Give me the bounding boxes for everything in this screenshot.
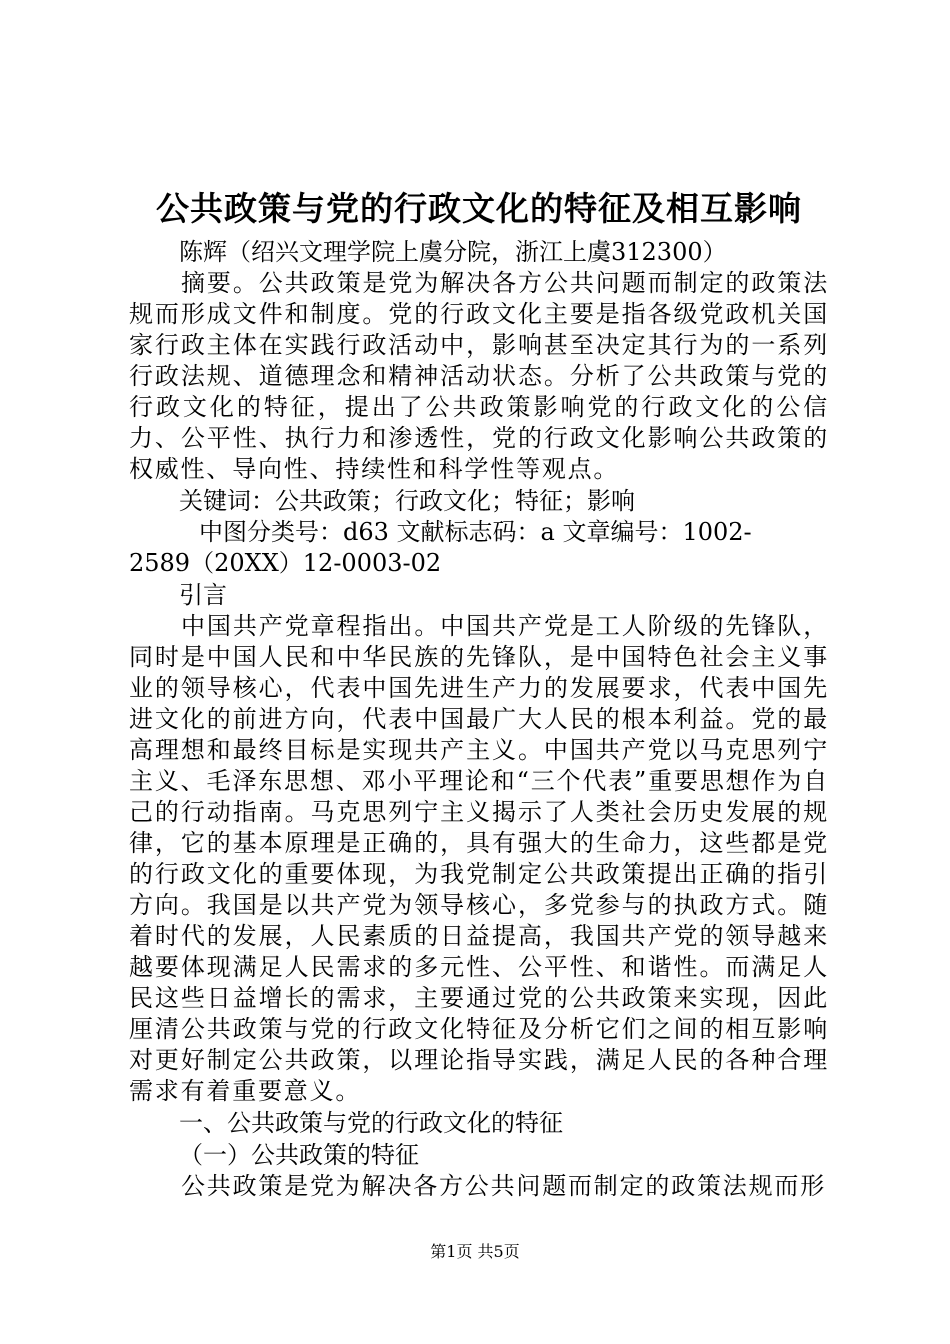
keywords-line: 关键词：公共政策；行政文化；特征；影响 <box>179 487 635 515</box>
abstract-paragraph: 摘要。公共政策是党为解决各方公共问题而制定的政策法规而形成文件和制度。党的行政文化主要是指各级党政机关国家行政主体在实践行政活动中，影响甚至决定其行为的一系列行政法规、道德理念和精神活动状态。分析了公共政策与党的行政文化的特征，提出了公共政策影响党的行政文化的公信力、公平性、执行力和渗透性，党的行政文化影响公共政策的权威性、导向性、持续性和科学性等观点。 <box>129 269 829 483</box>
classification-line: 中图分类号：d63 文献标志码：a 文章编号：1002- <box>199 518 752 546</box>
page-footer: 第1页 共5页 <box>430 1242 520 1261</box>
document-title: 公共政策与党的行政文化的特征及相互影响 <box>156 189 802 228</box>
intro-paragraph: 中国共产党章程指出。中国共产党是工人阶级的先锋队，同时是中国人民和中华民族的先锋队，是中国特色社会主义事业的领导核心，代表中国先进生产力的发展要求，代表中国先进文化的前进方向，代表中国最广大人民的根本利益。党的最高理想和最终目标是实现共产主义。中国共产党以马克思列宁主义、毛泽东思想、邓小平理论和“三个代表”重要思想作为自己的行动指南。马克思列宁主义揭示了人类社会历史发展的规律，它的基本原理是正确的，具有强大的生命力，这些都是党的行政文化的重要体现，为我党制定公共政策提出正确的指引方向。我国是以共产党为领导核心，多党参与的执政方式。随着时代的发展，人民素质的日益提高，我国共产党的领导越来越要体现满足人民需求的多元性、公平性、和谐性。而满足人民这些日益增长的需求，主要通过党的公共政策来实现，因此厘清公共政策与党的行政文化特征及分析它们之间的相互影响对更好制定公共政策，以理论指导实践，满足人民的各种合理需求有着重要意义。 <box>129 612 829 1105</box>
author-line: 陈辉（绍兴文理学院上虞分院，浙江上虞312300） <box>179 238 727 266</box>
classification-line-continued: 2589（20XX）12-0003-02 <box>129 549 442 577</box>
intro-heading: 引言 <box>179 581 227 609</box>
body-paragraph: 公共政策是党为解决各方公共问题而制定的政策法规而形 <box>181 1172 826 1200</box>
subsection-heading: （一）公共政策的特征 <box>179 1141 419 1169</box>
document-body <box>129 182 829 1202</box>
section-heading: 一、公共政策与党的行政文化的特征 <box>179 1109 563 1137</box>
